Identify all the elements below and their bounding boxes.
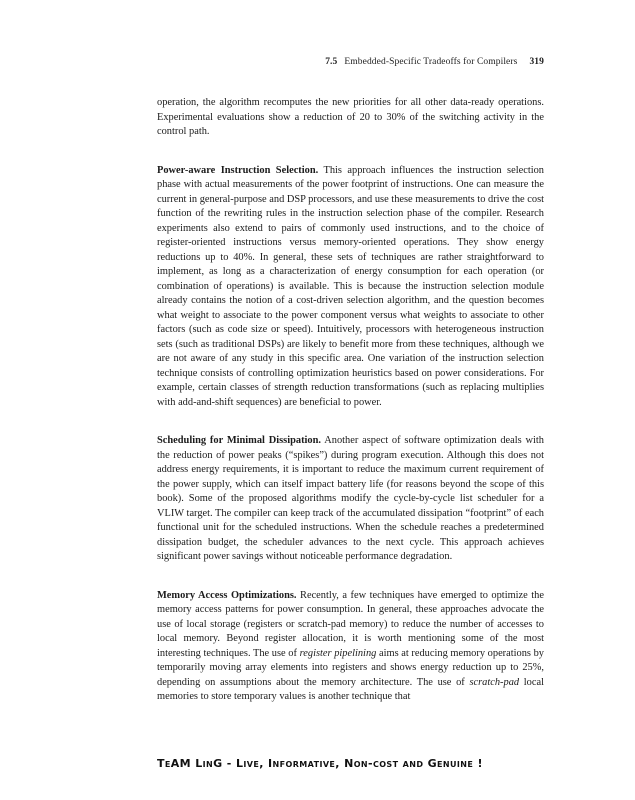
running-header xyxy=(157,57,544,67)
paragraph-italic-term: register pipelining xyxy=(299,647,377,659)
paragraph-scheduling-minimal-dissipation xyxy=(157,434,544,565)
paragraph-continuation xyxy=(157,96,544,140)
paragraph-lead: Scheduling for Minimal Dissipation. xyxy=(157,435,321,446)
section-title: Embedded-Specific Tradeoffs for Compilers xyxy=(344,57,518,67)
paragraph-memory-access-optimizations xyxy=(157,589,544,705)
footer-watermark-text: TeAM LinG - Live, Informative, Non-cost and Genuine ! xyxy=(157,757,483,770)
paragraph-lead: Memory Access Optimizations. xyxy=(157,589,297,601)
paragraph-text-segment: aims at reducing memory operations by temporarily moving array elements into registers and shows energy reduction up to 25%, depending on assumptions about the memory architecture. The use of xyxy=(157,647,545,688)
paragraph-italic-term: scratch-pad xyxy=(469,676,520,688)
section-number: 7.5 xyxy=(325,57,338,67)
paragraph-text: Another aspect of software optimization deals with the reduction of power peaks (“spikes”) during program execution. Although this does not address energy requirements, it is important to reduce the maximum current requirement of the power supply, which can itself impact battery life (for reasons beyond the scope of this book). Some of the proposed algorithms modify the cycle-by-cycle list scheduler for a VLIW target. The compiler can keep track of the accumulated dissipation “footprint” of each functional unit for the scheduled instructions. When the schedule reaches a predetermined dissipation budget, the scheduler advances to the next cycle. This approach achieves significant power savings without noticeable performance degradation. xyxy=(157,435,544,562)
paragraph-text-segment: local memories to store temporary values is another technique that xyxy=(157,676,544,702)
paragraph-power-aware-instruction-selection xyxy=(157,164,544,411)
paragraph-text: operation, the algorithm recomputes the new priorities for all other data-ready operations. Experimental evaluations show a reduction of 20 to 30% of the switching activity in the control path. xyxy=(157,97,544,137)
paragraph-lead: Power-aware Instruction Selection. xyxy=(157,164,319,176)
paragraph-text: This approach influences the instruction selection phase with actual measurements of the power footprint of instructions. One can measure the current in general-purpose and DSP processors, and use these measurements to drive the cost function of the rewriting rules in the instruction selection phase of the compiler. Research experiments also extend to pairs of commonly used instructions, and to the choice of register-oriented instructions versus memory-oriented operations. They show energy reductions up to 40%. In general, these sets of techniques are rather straightforward to implement, as long as a characterization of energy consumption for each operation (or combination of operations) is available. This is because the instruction selection module already contains the notion of a cost-driven selection algorithm, and the question becomes what weight to associate to the power component versus what weights to associate to other factors (such as code size or speed). Intuitively, processors with heterogeneous instruction sets (such as traditional DSPs) are likely to benefit more from these techniques, although we are not aware of any study in this specific area. One variation of the instruction selection technique consists of controlling optimization heuristics based on power considerations. For example, certain classes of strength reduction transformations (such as replacing multiplies with add-and-shift sequences) are beneficial to power. xyxy=(157,164,544,408)
page-content xyxy=(157,96,544,705)
page-number: 319 xyxy=(529,57,544,67)
paragraph-text-segment: Recently, a few techniques have emerged to optimize the memory access patterns for power consumption. In general, these approaches advocate the use of local storage (registers or scratch-pad memory) to reduce the number of accesses to local memory. Beyond register allocation, it is worth mentioning some of the most interesting techniques. The use of xyxy=(157,589,544,659)
footer-watermark xyxy=(157,757,483,770)
